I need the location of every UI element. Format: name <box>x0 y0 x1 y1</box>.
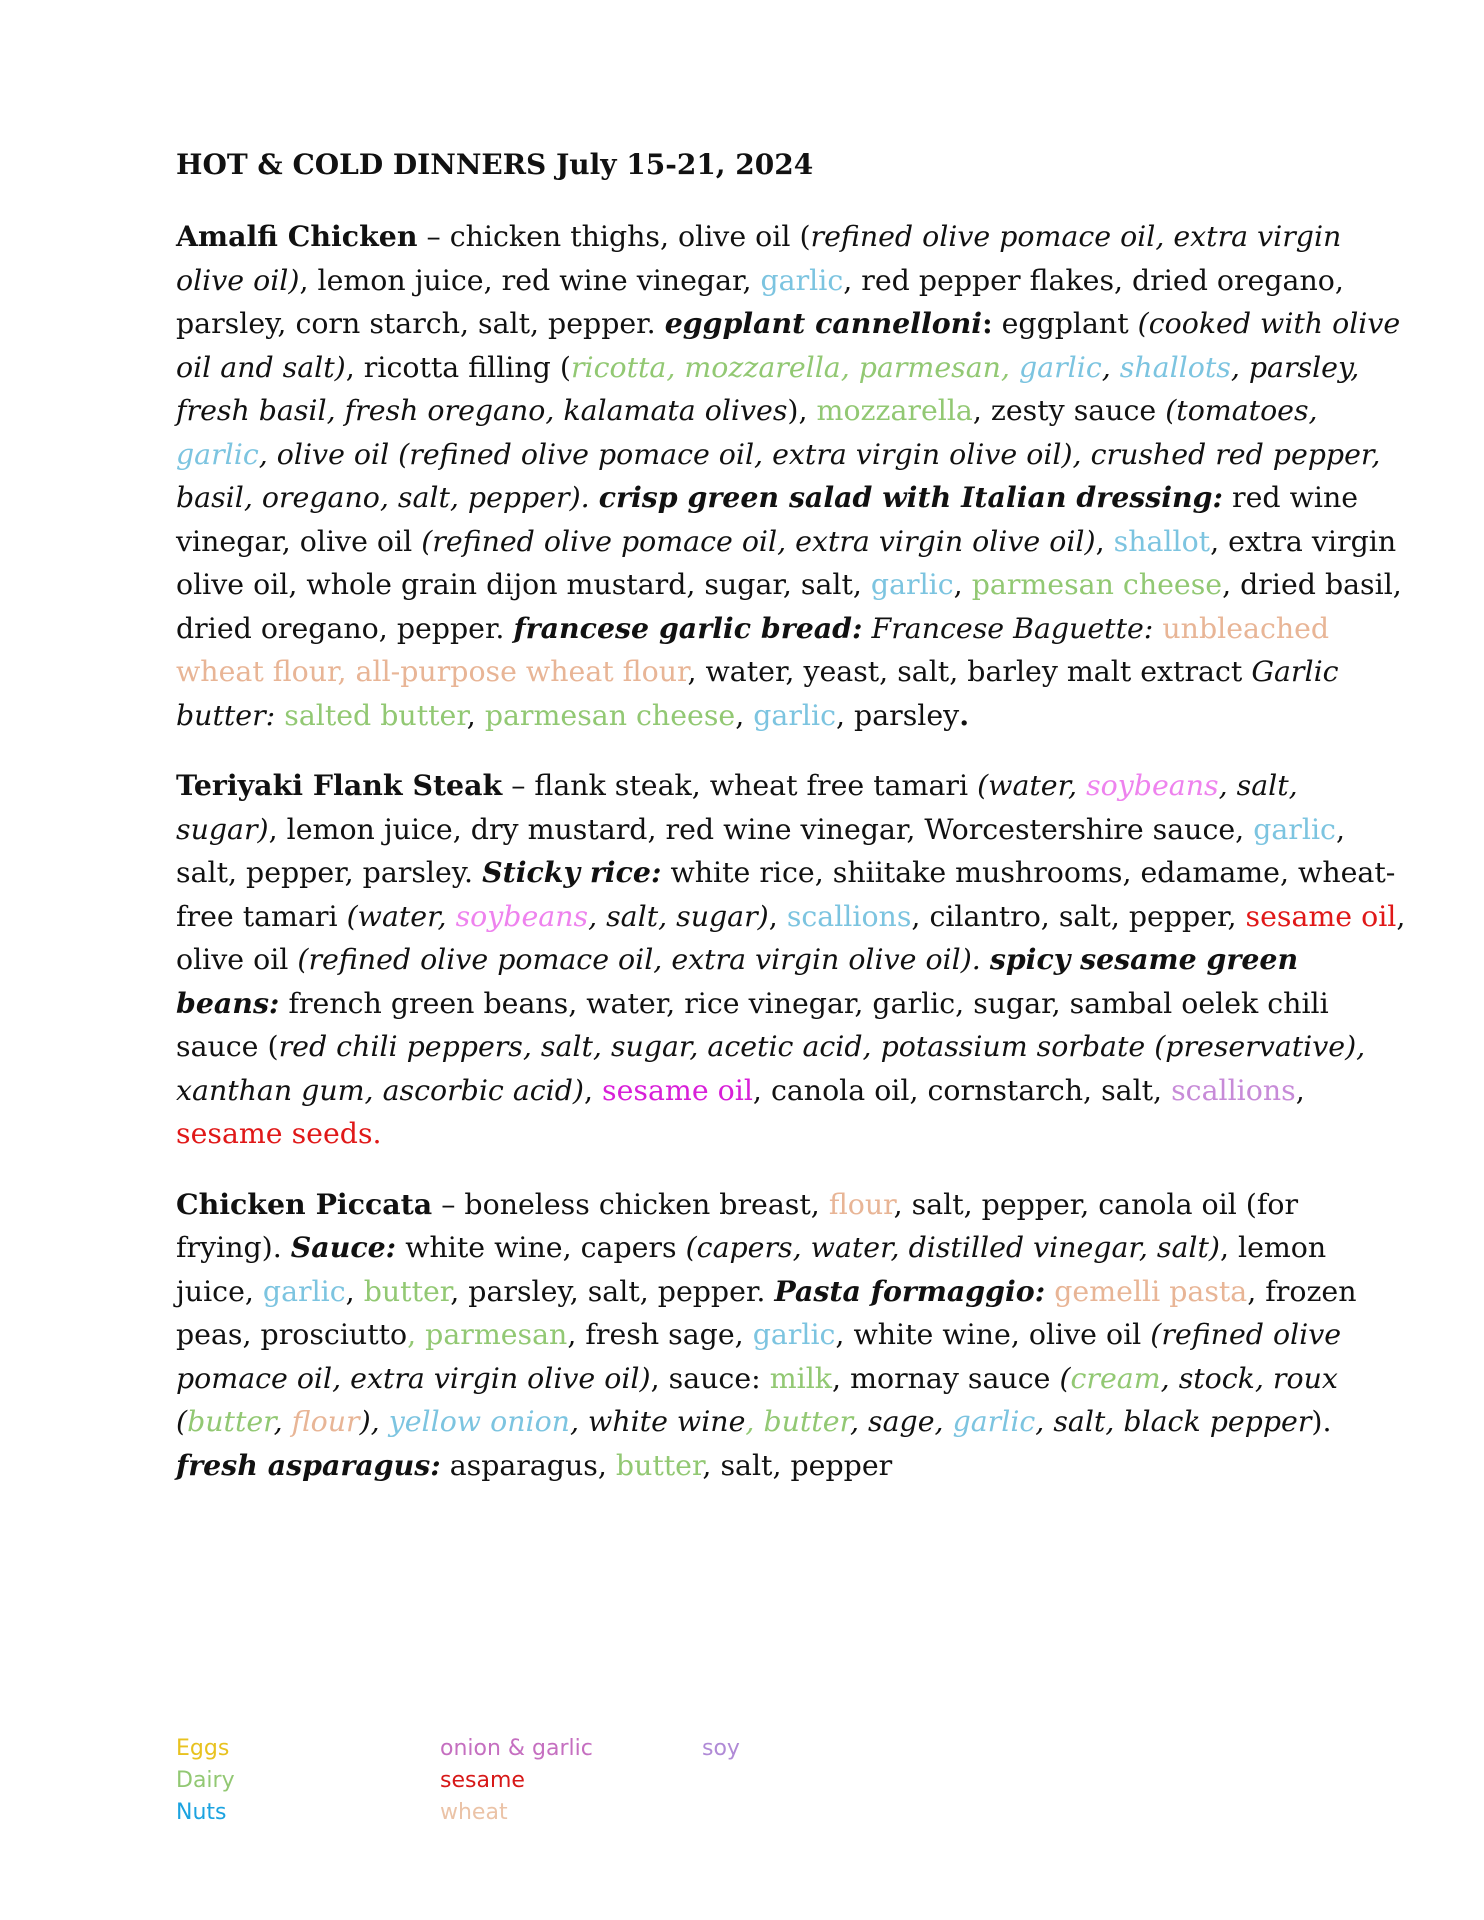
ingredient-text: garlic <box>870 568 954 601</box>
ingredient-text: – chicken thighs, olive oil ( <box>417 220 811 253</box>
ingredient-text: soybeans <box>455 899 589 933</box>
ingredient-text: scallions <box>1171 1073 1296 1107</box>
ingredient-text: , white wine <box>569 1405 746 1438</box>
ingredient-text: (water, <box>346 899 456 933</box>
side-dish-name: spicy sesame green beans: <box>176 942 1299 1020</box>
ingredient-text: flour <box>828 1187 894 1221</box>
ingredient-text: garlic <box>1019 350 1102 384</box>
ingredient-text: (refined olive pomace oil, extra virgin olive oil) <box>421 524 1096 558</box>
legend-onion-garlic: onion & garlic <box>440 1736 593 1761</box>
ingredient-text: white wine, capers <box>396 1231 686 1264</box>
ingredient-text: , <box>273 1405 292 1438</box>
dish-paragraph-chicken-piccata <box>176 1183 1406 1488</box>
ingredient-text: (cooked with olive oil and salt) <box>176 307 1401 384</box>
ingredient-text: , salt, sugar) <box>176 769 1298 846</box>
ingredient-text <box>1010 351 1019 384</box>
ingredient-text: , <box>466 698 485 732</box>
legend-sesame: sesame <box>440 1768 525 1793</box>
ingredient-text: garlic <box>752 1318 836 1351</box>
ingredient-text: , parsley, fresh basil, fresh oregano, kalamata olives <box>176 350 1360 427</box>
ingredient-text: , canola oil, cornstarch, salt, <box>752 1073 1172 1107</box>
ingredient-text <box>275 699 284 732</box>
ingredient-text: , salt, pepper <box>702 1448 893 1482</box>
ingredient-text: , <box>768 899 787 933</box>
ingredient-text: white rice, shiitake mushrooms, edamame, wheat-free tamari <box>176 856 1396 933</box>
ingredient-text: shallot <box>1113 524 1211 558</box>
ingredient-text: , extra virgin olive oil, whole grain dijon mustard, sugar, salt, <box>176 524 1397 601</box>
ingredient-text: , salt, pepper, canola oil (for frying). <box>176 1187 1299 1264</box>
ingredient-text: parmesan cheese <box>484 698 736 732</box>
ingredient-text: parmesan cheese <box>971 568 1223 601</box>
ingredient-text: – boneless chicken breast, <box>432 1187 829 1221</box>
side-dish-name: Sauce: <box>290 1230 397 1264</box>
ingredient-text: , lemon juice, red wine vinegar, <box>299 263 761 297</box>
ingredient-text: , water, yeast, salt, barley malt extract <box>687 655 1252 688</box>
menu-document <box>176 148 1406 1514</box>
ingredient-text: unbleached wheat flour, all-purpose wheat flour <box>176 611 1330 688</box>
ingredient-text: Francese Baguette: <box>871 611 1154 645</box>
ingredient-text: , fresh sage, <box>567 1318 753 1351</box>
ingredient-text: , red pepper flakes, dried oregano, parsley, corn starch, salt, pepper. <box>176 263 1344 340</box>
side-dish-name: Pasta formaggio: <box>774 1273 1046 1308</box>
ingredient-text: , salt, sugar) <box>588 899 769 933</box>
legend-soy: soy <box>702 1736 740 1761</box>
allergen-legend <box>176 1736 876 1836</box>
ingredient-text: ricotta, mozzarella, parmesan, <box>570 350 1010 384</box>
ingredient-text: , <box>735 698 754 732</box>
ingredient-text: (water, <box>977 769 1087 802</box>
ingredient-text: garlic <box>760 263 844 297</box>
ingredient-text: , <box>345 1274 364 1308</box>
ingredient-text: , frozen peas, prosciutto <box>176 1274 1357 1351</box>
ingredient-text: ), <box>787 394 817 427</box>
side-dish-name: eggplant cannelloni <box>664 306 983 340</box>
ingredient-text: flour <box>291 1405 360 1438</box>
ingredient-text: , mornay sauce <box>832 1361 1060 1395</box>
ingredient-text: milk <box>769 1361 833 1395</box>
legend-eggs: Eggs <box>176 1736 230 1761</box>
ingredient-text: asparagus, <box>440 1448 616 1482</box>
ingredient-text: soybeans <box>1086 769 1219 802</box>
ingredient-text: , <box>1095 524 1114 558</box>
ingredient-text: , olive oil <box>176 899 1406 976</box>
ingredient-text: , lemon juice, <box>176 1231 1327 1308</box>
ingredient-text: (capers, water, distilled vinegar, salt) <box>685 1231 1220 1264</box>
ingredient-text: garlic <box>753 698 836 732</box>
ingredient-text: ). <box>1311 1405 1332 1438</box>
ingredient-text <box>981 943 990 976</box>
ingredient-text: sesame oil <box>1245 899 1397 933</box>
ingredient-text: yellow onion <box>388 1405 570 1438</box>
ingredient-text: red chili peppers, salt, sugar, acetic acid, potassium sorbate (preservative), xanthan gum, ascorbic acid) <box>176 1030 1366 1107</box>
ingredient-text: : <box>982 306 993 340</box>
ingredient-text: butter <box>363 1274 451 1308</box>
ingredient-text: mozzarella <box>816 394 973 427</box>
ingredient-text: garlic <box>1253 812 1336 846</box>
ingredient-text <box>590 481 599 514</box>
ingredient-text: , <box>1295 1073 1305 1107</box>
ingredient-text: Garlic butter: <box>176 655 1339 732</box>
ingredient-text: ( <box>1059 1361 1071 1395</box>
ingredient-text: gemelli pasta <box>1054 1274 1248 1308</box>
ingredient-text: , salt, pepper, parsley. <box>176 812 1345 889</box>
ingredient-text: , cilantro, salt, pepper, <box>911 899 1246 933</box>
ingredient-text: garlic <box>176 437 259 471</box>
ingredient-text: red wine vinegar, olive oil <box>176 481 1359 558</box>
ingredient-text: (refined olive pomace oil, extra virgin olive oil). <box>297 943 981 976</box>
ingredient-text: cream <box>1070 1361 1161 1395</box>
ingredient-text: , dried basil, dried oregano, pepper. <box>176 568 1402 645</box>
ingredient-text: garlic <box>262 1274 346 1308</box>
dish-name: Teriyaki Flank Steak <box>176 768 503 802</box>
ingredient-text: , parsley <box>835 698 960 732</box>
page-title: HOT & COLD DINNERS July 15-21, 2024 <box>176 148 814 181</box>
ingredient-text: , <box>583 1073 603 1107</box>
legend-wheat: wheat <box>440 1800 508 1825</box>
ingredient-text: (tomatoes, <box>1165 394 1318 427</box>
ingredient-text: , parsley, salt, pepper. <box>450 1274 775 1308</box>
ingredient-text: butter <box>615 1448 703 1482</box>
ingredient-text: shallots <box>1119 350 1231 384</box>
dish-paragraph-amalfi-chicken <box>176 215 1406 737</box>
ingredient-text: , butter <box>745 1405 850 1438</box>
ingredient-text: butter <box>187 1405 274 1438</box>
ingredient-text: , zesty sauce <box>972 394 1166 427</box>
ingredient-text <box>1045 1275 1054 1308</box>
ingredient-text: , salt, black pepper <box>1035 1405 1312 1438</box>
side-dish-name: crisp green salad with Italian dressing: <box>598 480 1223 514</box>
ingredient-text: eggplant <box>992 307 1138 340</box>
ingredient-text: , sage, <box>849 1405 953 1438</box>
side-dish-name: fresh asparagus: <box>176 1447 441 1482</box>
legend-nuts: Nuts <box>176 1800 227 1825</box>
ingredient-text: , parmesan <box>407 1318 568 1351</box>
ingredient-text: sesame seeds. <box>176 1117 382 1150</box>
ingredient-text: salted butter <box>284 698 467 732</box>
side-dish-name: francese garlic bread: <box>513 610 863 645</box>
legend-dairy: Dairy <box>176 1768 235 1793</box>
ingredient-text: garlic <box>952 1405 1036 1438</box>
ingredient-text: (refined olive pomace oil, extra virgin olive oil) <box>176 1318 1342 1395</box>
ingredient-text: scallions <box>786 899 912 933</box>
ingredient-text: , lemon juice, dry mustard, red wine vinegar, Worcestershire sauce, <box>268 812 1254 846</box>
ingredient-text: , sauce: <box>650 1361 770 1395</box>
ingredient-text: sesame oil <box>602 1073 753 1107</box>
dish-paragraph-teriyaki-flank-steak <box>176 764 1406 1156</box>
ingredient-text: – flank steak, wheat free tamari <box>502 769 978 802</box>
ingredient-text <box>863 612 872 645</box>
side-dish-name: Sticky rice: <box>482 855 662 889</box>
ingredient-text: french green beans, water, rice vinegar, garlic, sugar, sambal oelek chili sauce ( <box>176 986 1329 1063</box>
ingredient-text: , white wine, olive oil <box>835 1318 1151 1351</box>
ingredient-text: . <box>959 697 970 732</box>
ingredient-text: refined olive pomace oil, extra virgin olive oil) <box>176 220 1342 297</box>
dish-name: Amalfi Chicken <box>176 219 418 253</box>
dish-name: Chicken Piccata <box>176 1186 433 1221</box>
ingredient-text: , olive oil (refined olive pomace oil, extra virgin olive oil), crushed red pepper, basil, oregano, salt, pepper). <box>176 437 1381 514</box>
ingredient-text: , <box>1101 350 1120 384</box>
ingredient-text: , ricotta filling ( <box>345 350 571 384</box>
ingredient-text: ), <box>359 1405 389 1438</box>
ingredient-text: , stock, roux ( <box>176 1361 1338 1438</box>
ingredient-text: , <box>953 568 972 601</box>
